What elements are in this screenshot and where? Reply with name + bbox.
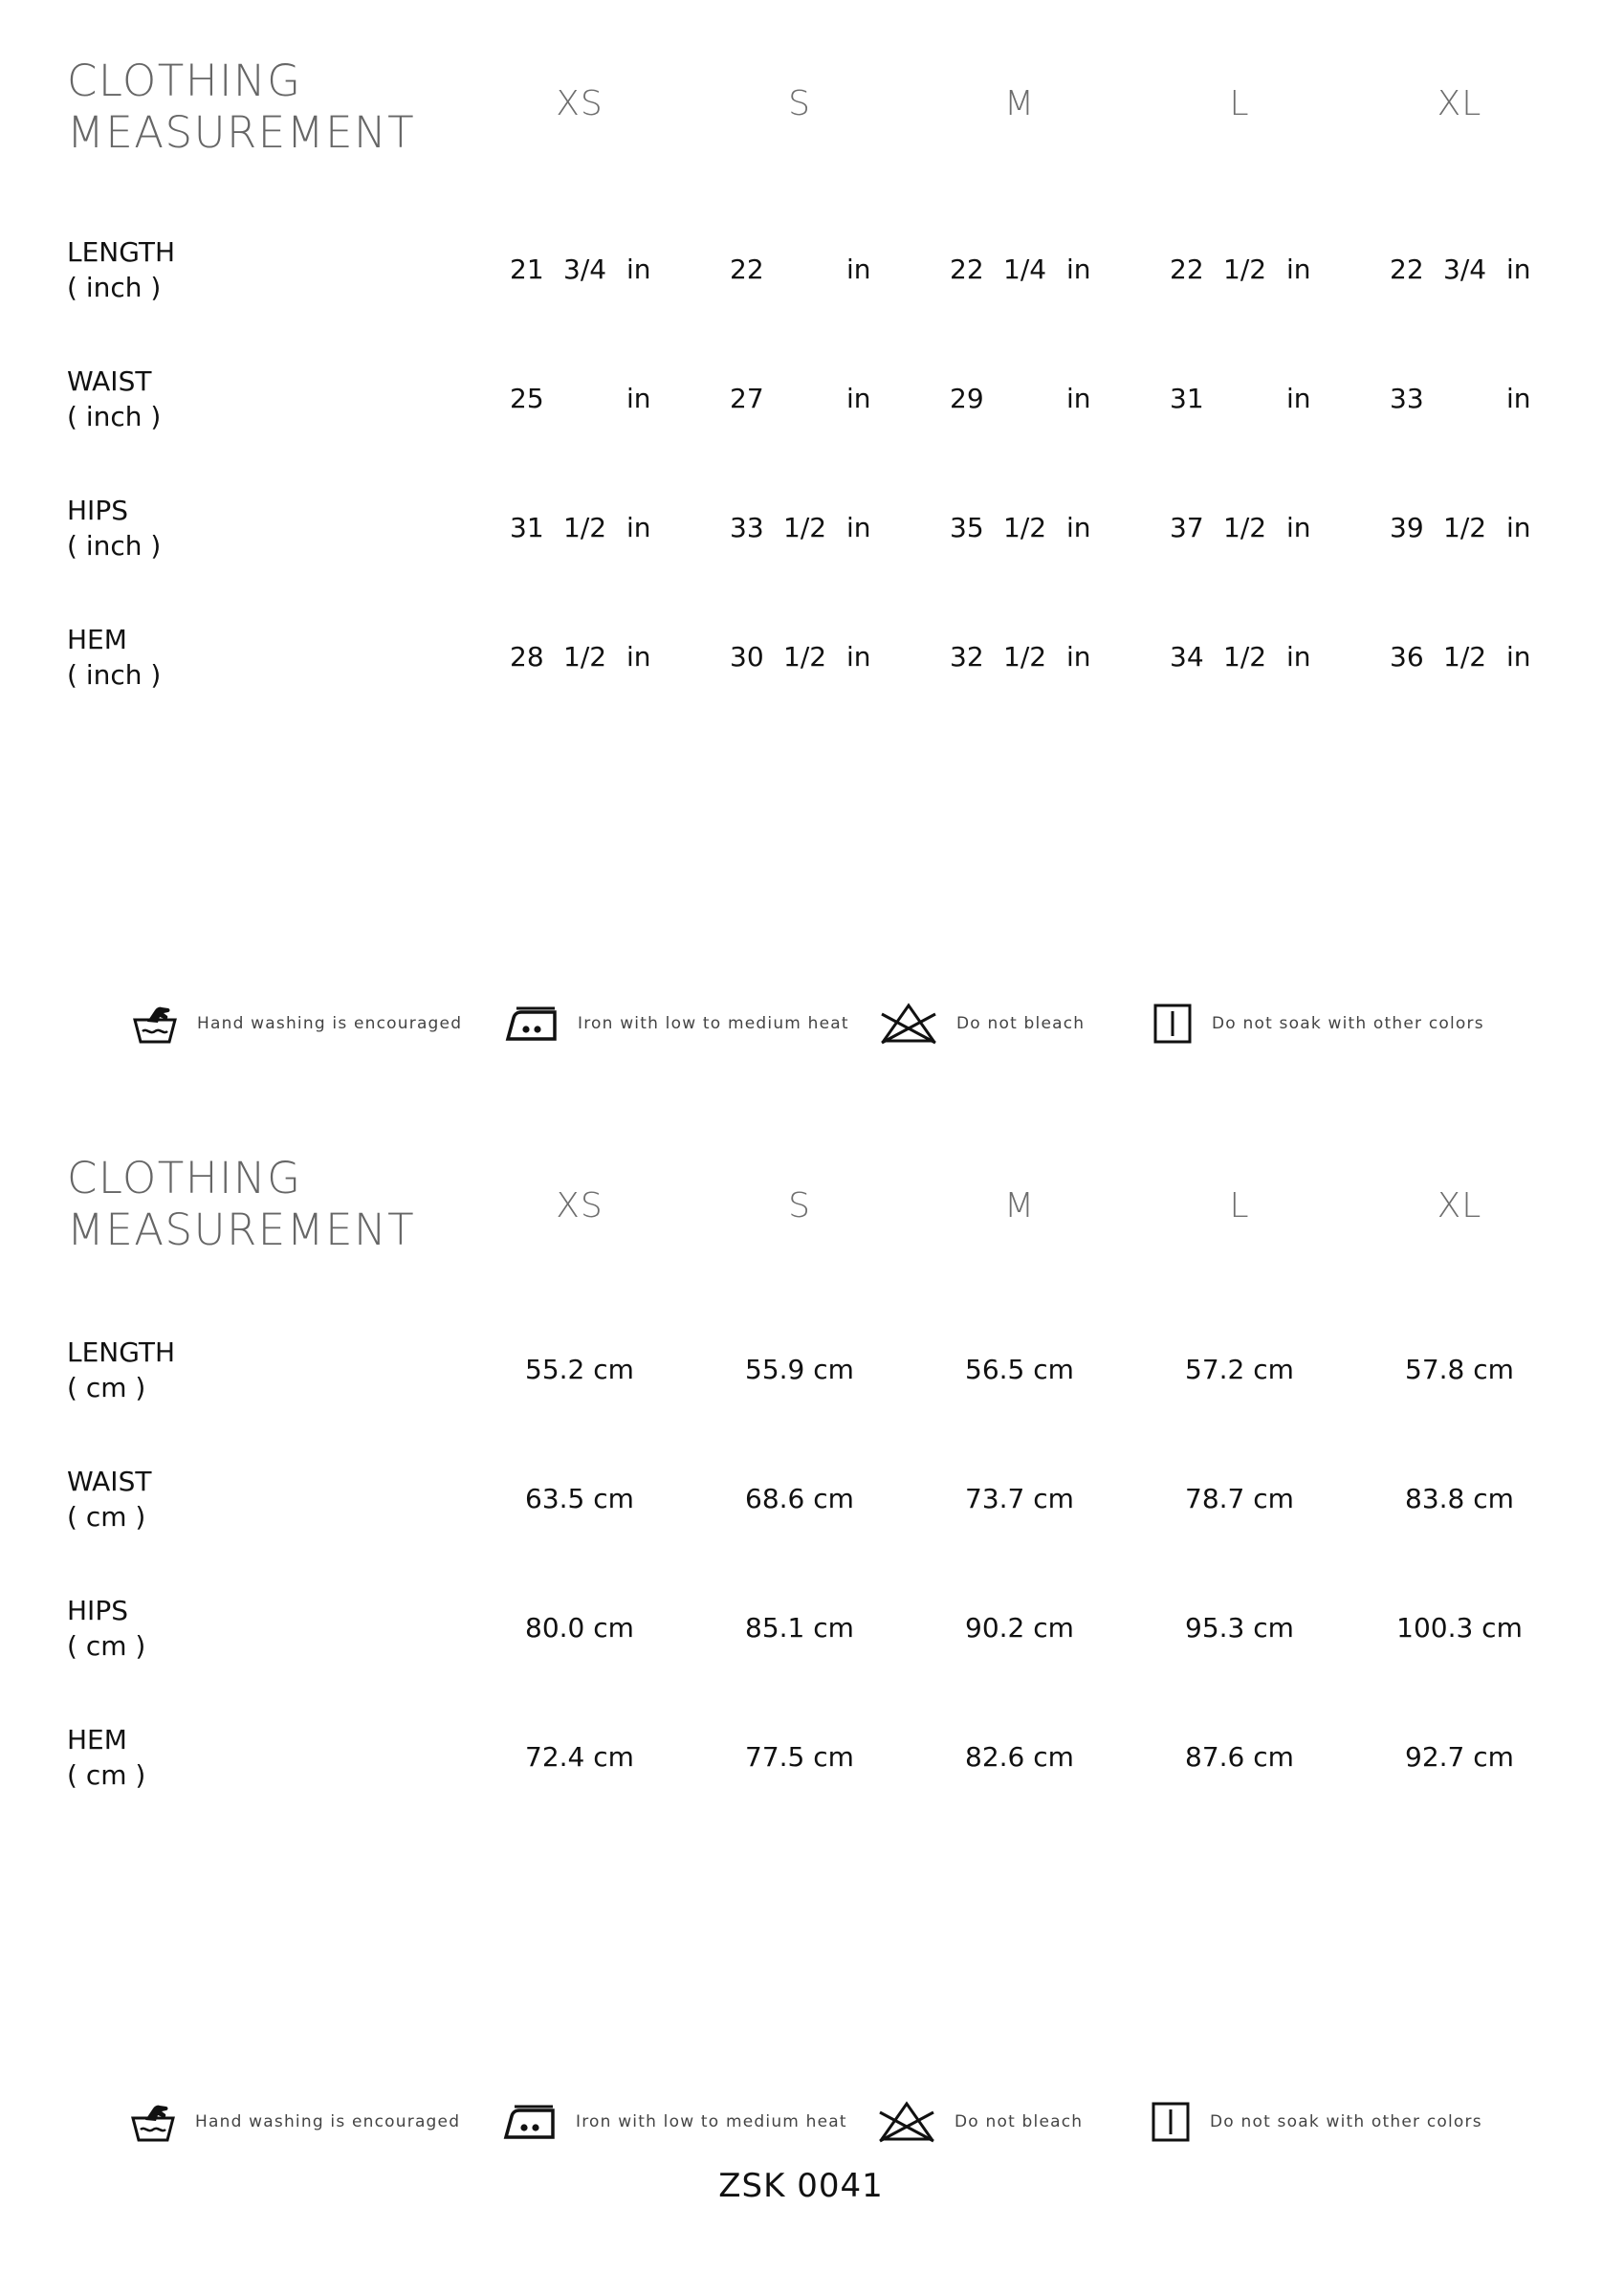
care-item-hand-wash (130, 2093, 460, 2151)
care-item-bleach (880, 995, 1085, 1052)
care-text-soak: Do not soak with other colors (1212, 1014, 1484, 1033)
no-soak-icon (1151, 2101, 1191, 2143)
cell-hem-s: 77.5 cm (745, 1741, 854, 1773)
no-soak-icon (1152, 1003, 1193, 1045)
cell-length-l: 57.2 cm (1185, 1354, 1294, 1385)
row-label-hem: HEM ( inch ) (67, 624, 162, 691)
row-label-length: LENGTH ( inch ) (67, 236, 176, 303)
cell-hips-xs: 80.0 cm (525, 1612, 634, 1644)
cell-hem-l: 87.6 cm (1185, 1741, 1294, 1773)
cell-length-xl: 57.8 cm (1405, 1354, 1514, 1385)
care-text-iron: Iron with low to medium heat (578, 1014, 849, 1033)
iron-low-medium-icon (505, 1004, 559, 1043)
cell-length-s: 55.9 cm (745, 1354, 854, 1385)
care-item-iron (503, 2093, 847, 2151)
care-item-soak (1152, 995, 1484, 1052)
care-text-hand-wash: Hand washing is encouraged (197, 1014, 463, 1033)
cell-waist-xs: 63.5 cm (525, 1483, 634, 1514)
size-header-s: S (788, 1186, 811, 1225)
size-header-xl: XL (1437, 1186, 1482, 1225)
care-text-bleach: Do not bleach (956, 1014, 1086, 1033)
row-label-hips: HIPS ( cm ) (67, 1595, 146, 1662)
row-label-hips: HIPS ( inch ) (67, 495, 162, 562)
do-not-bleach-icon (878, 2101, 935, 2143)
hand-wash-icon (130, 2101, 176, 2143)
cell-length-xs: 55.2 cm (525, 1354, 634, 1385)
size-header-s: S (788, 84, 811, 123)
row-label-waist: WAIST ( cm ) (67, 1466, 152, 1533)
size-header-m: M (1003, 84, 1036, 123)
cell-length-m: 56.5 cm (965, 1354, 1074, 1385)
care-instructions (0, 995, 1602, 1052)
cell-waist-m: 73.7 cm (965, 1483, 1074, 1514)
size-header-l: L (1229, 84, 1250, 123)
row-label-length: LENGTH ( cm ) (67, 1336, 176, 1403)
size-header-l: L (1229, 1186, 1250, 1225)
row-label-waist: WAIST ( inch ) (67, 365, 162, 432)
size-header-xl: XL (1437, 84, 1482, 123)
size-header-xs: XS (556, 84, 603, 123)
do-not-bleach-icon (880, 1003, 937, 1045)
size-header-m: M (1003, 1186, 1036, 1225)
cell-hips-xl: 100.3 cm (1396, 1612, 1523, 1644)
care-text-bleach: Do not bleach (955, 2112, 1084, 2131)
care-text-soak: Do not soak with other colors (1210, 2112, 1482, 2131)
iron-low-medium-icon (503, 2103, 557, 2141)
cell-hips-l: 95.3 cm (1185, 1612, 1294, 1644)
care-item-hand-wash (132, 995, 462, 1052)
cell-hem-xs: 72.4 cm (525, 1741, 634, 1773)
cell-hem-xl: 92.7 cm (1405, 1741, 1514, 1773)
care-item-iron (505, 995, 849, 1052)
chart-title: CLOTHING MEASUREMENT (67, 55, 416, 158)
cell-hem-m: 82.6 cm (965, 1741, 1074, 1773)
row-label-hem: HEM ( cm ) (67, 1724, 146, 1791)
chart-title: CLOTHING MEASUREMENT (67, 1153, 416, 1255)
care-text-iron: Iron with low to medium heat (576, 2112, 847, 2131)
product-code: ZSK 0041 (718, 2167, 884, 2205)
care-item-soak (1151, 2093, 1482, 2151)
cell-hips-m: 90.2 cm (965, 1612, 1074, 1644)
care-item-bleach (878, 2093, 1083, 2151)
cell-hips-s: 85.1 cm (745, 1612, 854, 1644)
size-header-xs: XS (556, 1186, 603, 1225)
care-text-hand-wash: Hand washing is encouraged (195, 2112, 461, 2131)
hand-wash-icon (132, 1003, 178, 1045)
cell-waist-xl: 83.8 cm (1405, 1483, 1514, 1514)
cell-waist-s: 68.6 cm (745, 1483, 854, 1514)
care-instructions (0, 2093, 1602, 2151)
cell-waist-l: 78.7 cm (1185, 1483, 1294, 1514)
